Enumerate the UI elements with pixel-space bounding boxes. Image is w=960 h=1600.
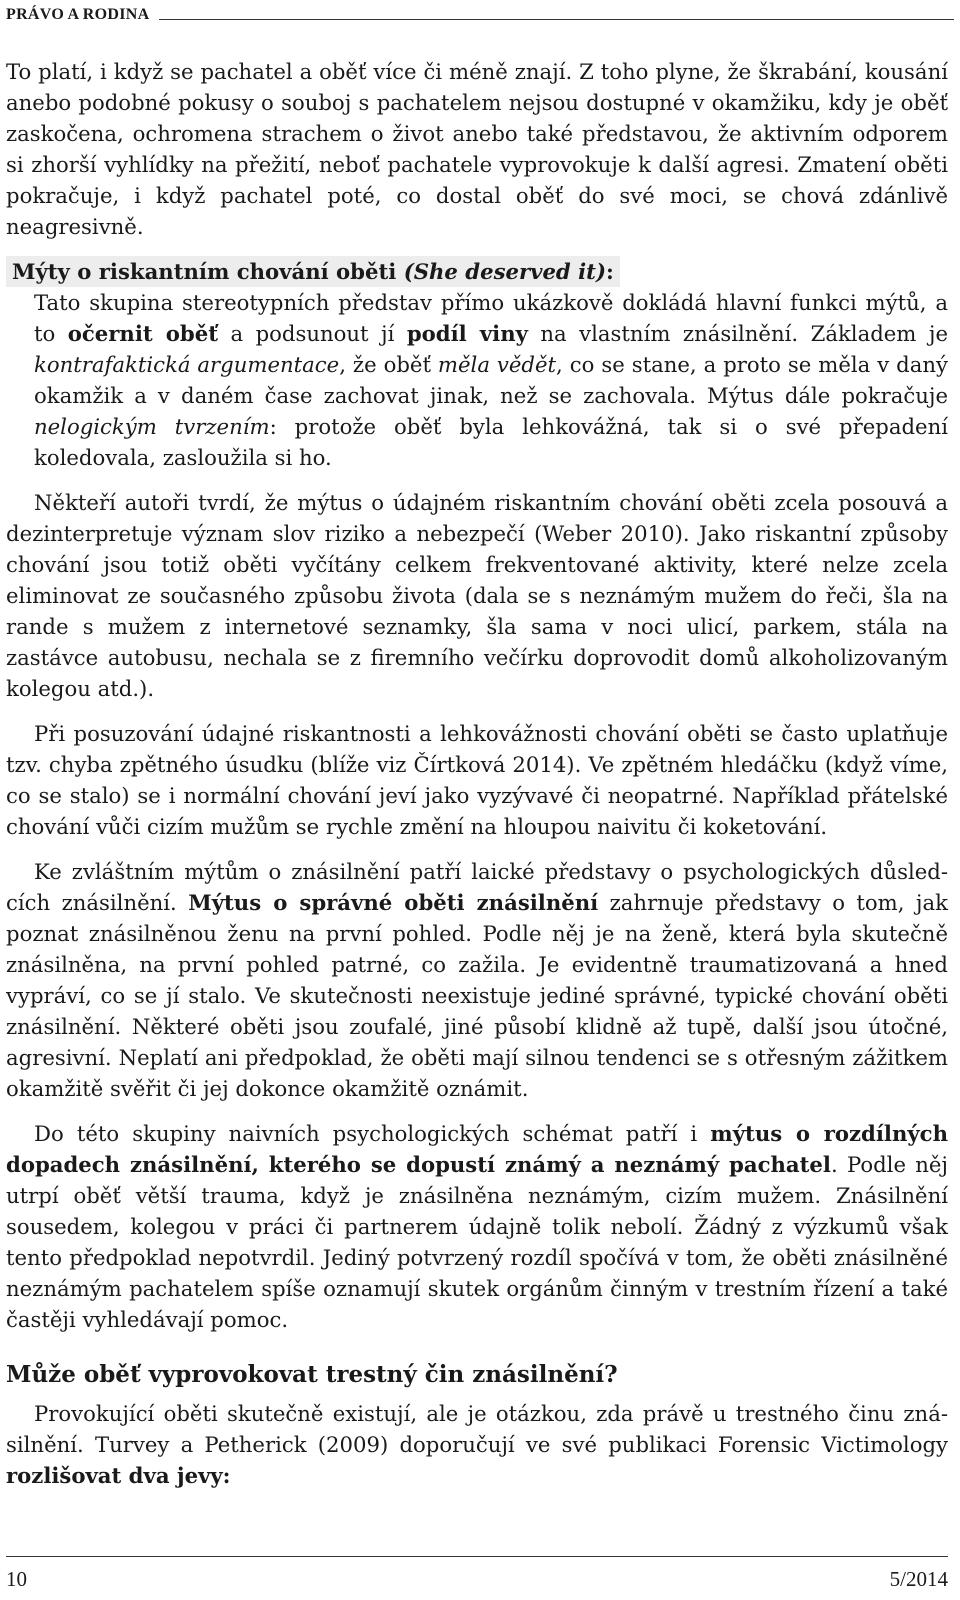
page-number: 10 <box>6 1567 27 1591</box>
myth-heading <box>6 256 620 287</box>
text-run: , co se stane, a proto se měla v daný okamžik a v daném čase zachovat jinak, než se zachovala. Mýtus dále pokračuje <box>34 352 948 408</box>
bold-run: mýtus o rozdílných dopadech znásilnění, kterého se dopustí známý a neznámý pachatel <box>6 1121 948 1177</box>
text-run: Do této skupiny naivních psychologických schémat patří i <box>34 1121 711 1146</box>
bold-run: rozlišovat dva jevy: <box>6 1463 231 1488</box>
running-header <box>6 0 954 24</box>
text-run: a podsunout jí <box>218 321 407 346</box>
italic-run: měla vědět <box>437 352 557 377</box>
text-run: Provokující oběti skutečně existují, ale je otázkou, zda právě u trestného činu znásilnění. Turvey a Petherick (2009) doporučují ve své publikaci Forensic Victimology <box>6 1401 948 1457</box>
myth-heading-colon: : <box>605 259 614 284</box>
paragraph-3: Při posuzování údajné riskantnosti a lehkovážnosti chování oběti se často uplatňuje tzv. chyba zpětného úsudku (blíže viz Čírtková 2014). Ve zpětném hledáčku (když víme, co se stalo) se i normální chování jeví jako vyzývavé či neopatrné. Například přátelské chování vůči cizím mužům se rychle změní na hloupou naivitu či koketování. <box>6 721 948 839</box>
myth-section-risky-behaviour <box>6 256 948 473</box>
myth-paragraph <box>34 287 948 473</box>
paragraph-1: To platí, i když se pachatel a oběť více či méně znají. Z toho plyne, že škrabání, kousání anebo podobné pokusy o souboj s pachatelem nejsou dostupné v okamžiku, kdy je oběť zaskočena, ochromena strachem o život anebo také představou, že aktivním odporem si zhorší vyhlídky na přežití, neboť pachatele vyprovokuje k další agresi. Zmatení oběti pokračuje, i když pachatel poté, co dostal oběť do své moci, se chová zdánlivě neagresivně. <box>6 59 948 239</box>
text-run: na vlastním znásilnění. Základem je <box>527 321 948 346</box>
myth-heading-italic: (She deserved it) <box>403 259 606 284</box>
text-run: : protože oběť byla lehkovážná, tak si o své přepadení koledovala, zasloužila si ho. <box>34 414 948 470</box>
page-footer <box>6 1556 948 1592</box>
text-run: Ke zvláštním mýtům o znásilnění patří laické představy o psychologických důsledcích znásilnění. <box>6 859 948 915</box>
header-rule <box>159 19 954 20</box>
text-run: zahrnuje představy o tom, jak poznat znásilněnou ženu na první pohled. Podle něj je na ženě, která byla skutečně znásilněna, na první pohled patrné, co zažila. Je evidentně traumatizovaná a hned vypráví, co se jí stalo. Ve skutečnosti neexistuje jediné správné, typické chování oběti znásilnění. Některé oběti jsou zoufalé, jiné působí klidně až tupě, další jsou útočné, agresivní. Neplatí ani předpoklad, že oběti mají silnou tendenci se s otřesným zážitkem okamžitě svěřit či jej dokonce okamžitě oznámit. <box>6 890 948 1101</box>
italic-run: nelogickým tvrzením <box>34 414 270 439</box>
paragraph-4 <box>6 856 948 1104</box>
journal-title: PRÁVO A RODINA <box>6 6 150 23</box>
myth-heading-bold: Mýty o riskantním chování oběti <box>12 259 404 284</box>
bold-run: podíl viny <box>406 321 528 346</box>
issue-number: 5/2014 <box>889 1567 948 1591</box>
article-body <box>6 56 948 1505</box>
paragraph-2: Někteří autoři tvrdí, že mýtus o údajném riskantním chování oběti zcela posouvá a dezinterpretuje význam slov riziko a nebezpečí (Weber 2010). Jako riskantní způsoby chování jsou totiž oběti vyčítány celkem frekventované aktivity, které nelze zcela eliminovat ze současného způsobu života (dala se s neznámým mužem do řeči, šla na rande s mužem z internetové seznamky, šla sama v noci ulicí, parkem, stála na zastávce autobusu, nechala se z firemního večírku doprovodit domů alkoholizovaným kolegou atd.). <box>6 490 948 701</box>
myth-body <box>34 287 948 473</box>
text-run: Tato skupina stereotypních představ přímo ukázkově dokládá hlavní funkci mýtů, a to <box>34 290 948 346</box>
text-run: , že oběť <box>339 352 438 377</box>
section-heading: Může oběť vyprovokovat trestný čin znásilnění? <box>6 1361 618 1388</box>
italic-run: kontrafaktická argumentace <box>34 352 340 377</box>
bold-run: očernit oběť <box>67 321 218 346</box>
paragraph-6 <box>6 1398 948 1491</box>
bold-run: Mýtus o správné oběti znásilnění <box>188 890 599 915</box>
paragraph-5 <box>6 1118 948 1335</box>
text-run: . Podle něj utrpí oběť větší trauma, když je znásilněna neznámým, cizím mužem. Znásilnění sousedem, kolegou v práci či partnerem údajně tolik nebolí. Žádný z výzkumů však tento předpoklad nepotvrdil. Jediný potvrzený rozdíl spočívá v tom, že oběti znásilněné neznámým pachatelem spíše oznamují skutek orgánům činným v trestním řízení a také častěji vyhledávají pomoc. <box>6 1152 948 1332</box>
